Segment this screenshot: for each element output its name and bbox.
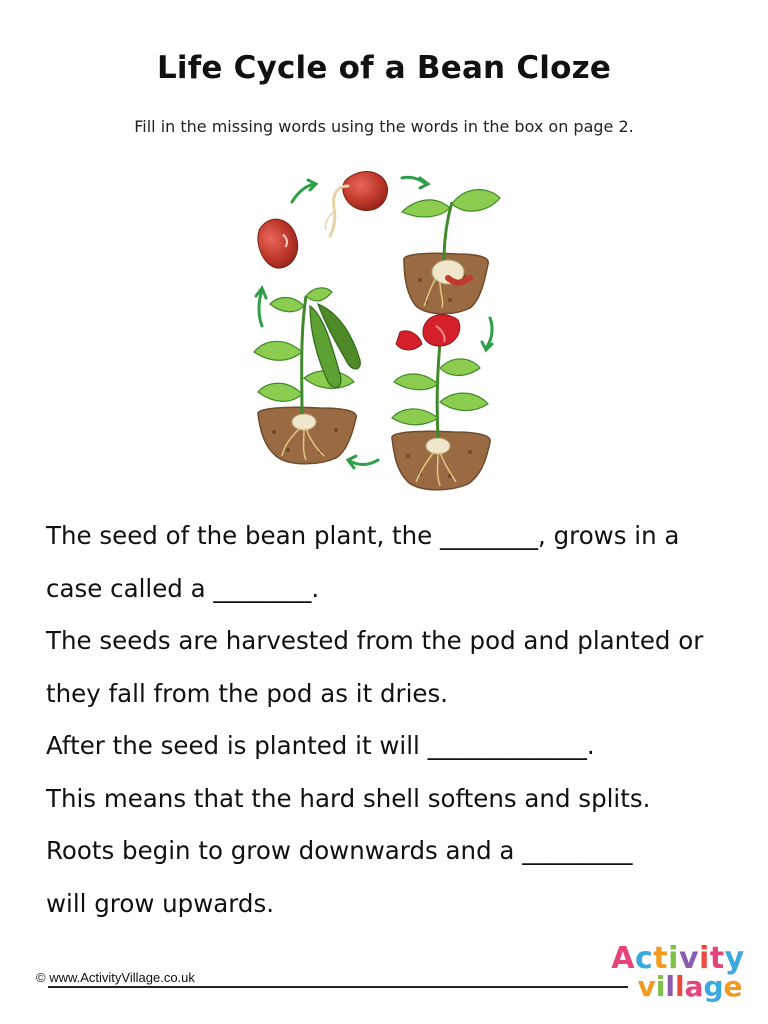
cloze-passage [46,510,736,930]
footer-divider [48,986,628,988]
passage-line: The seeds are harvested from the pod and planted or [46,626,704,655]
passage-line: The seed of the bean plant, the ________, grows in a [46,521,680,550]
logo-word-activity: Activity [611,941,745,976]
pod-plant-icon [254,288,360,464]
passage-line: will grow upwards. [46,888,275,918]
germinating-seed-icon [325,171,387,236]
bean-life-cycle-diagram [244,156,514,496]
bean-seed-icon [249,212,307,274]
page-title: Life Cycle of a Bean Cloze [156,50,612,86]
copyright-notice: © www.ActivityVillage.co.uk [36,970,195,985]
activity-village-logo [608,941,748,1003]
passage-line: case called a ________. [46,573,320,603]
passage-line: This means that the hard shell softens and splits. [46,783,651,813]
passage-line: Roots begin to grow downwards and a _________ [46,836,633,865]
logo-word-village: village [637,970,743,1003]
flowering-plant-icon [392,315,490,490]
passage-line: they fall from the pod as it dries. [46,678,449,708]
passage-line: After the seed is planted it will _____________. [46,731,595,760]
instructions: Fill in the missing words using the words in the box on page 2. [134,117,634,136]
seedling-icon [402,190,500,314]
